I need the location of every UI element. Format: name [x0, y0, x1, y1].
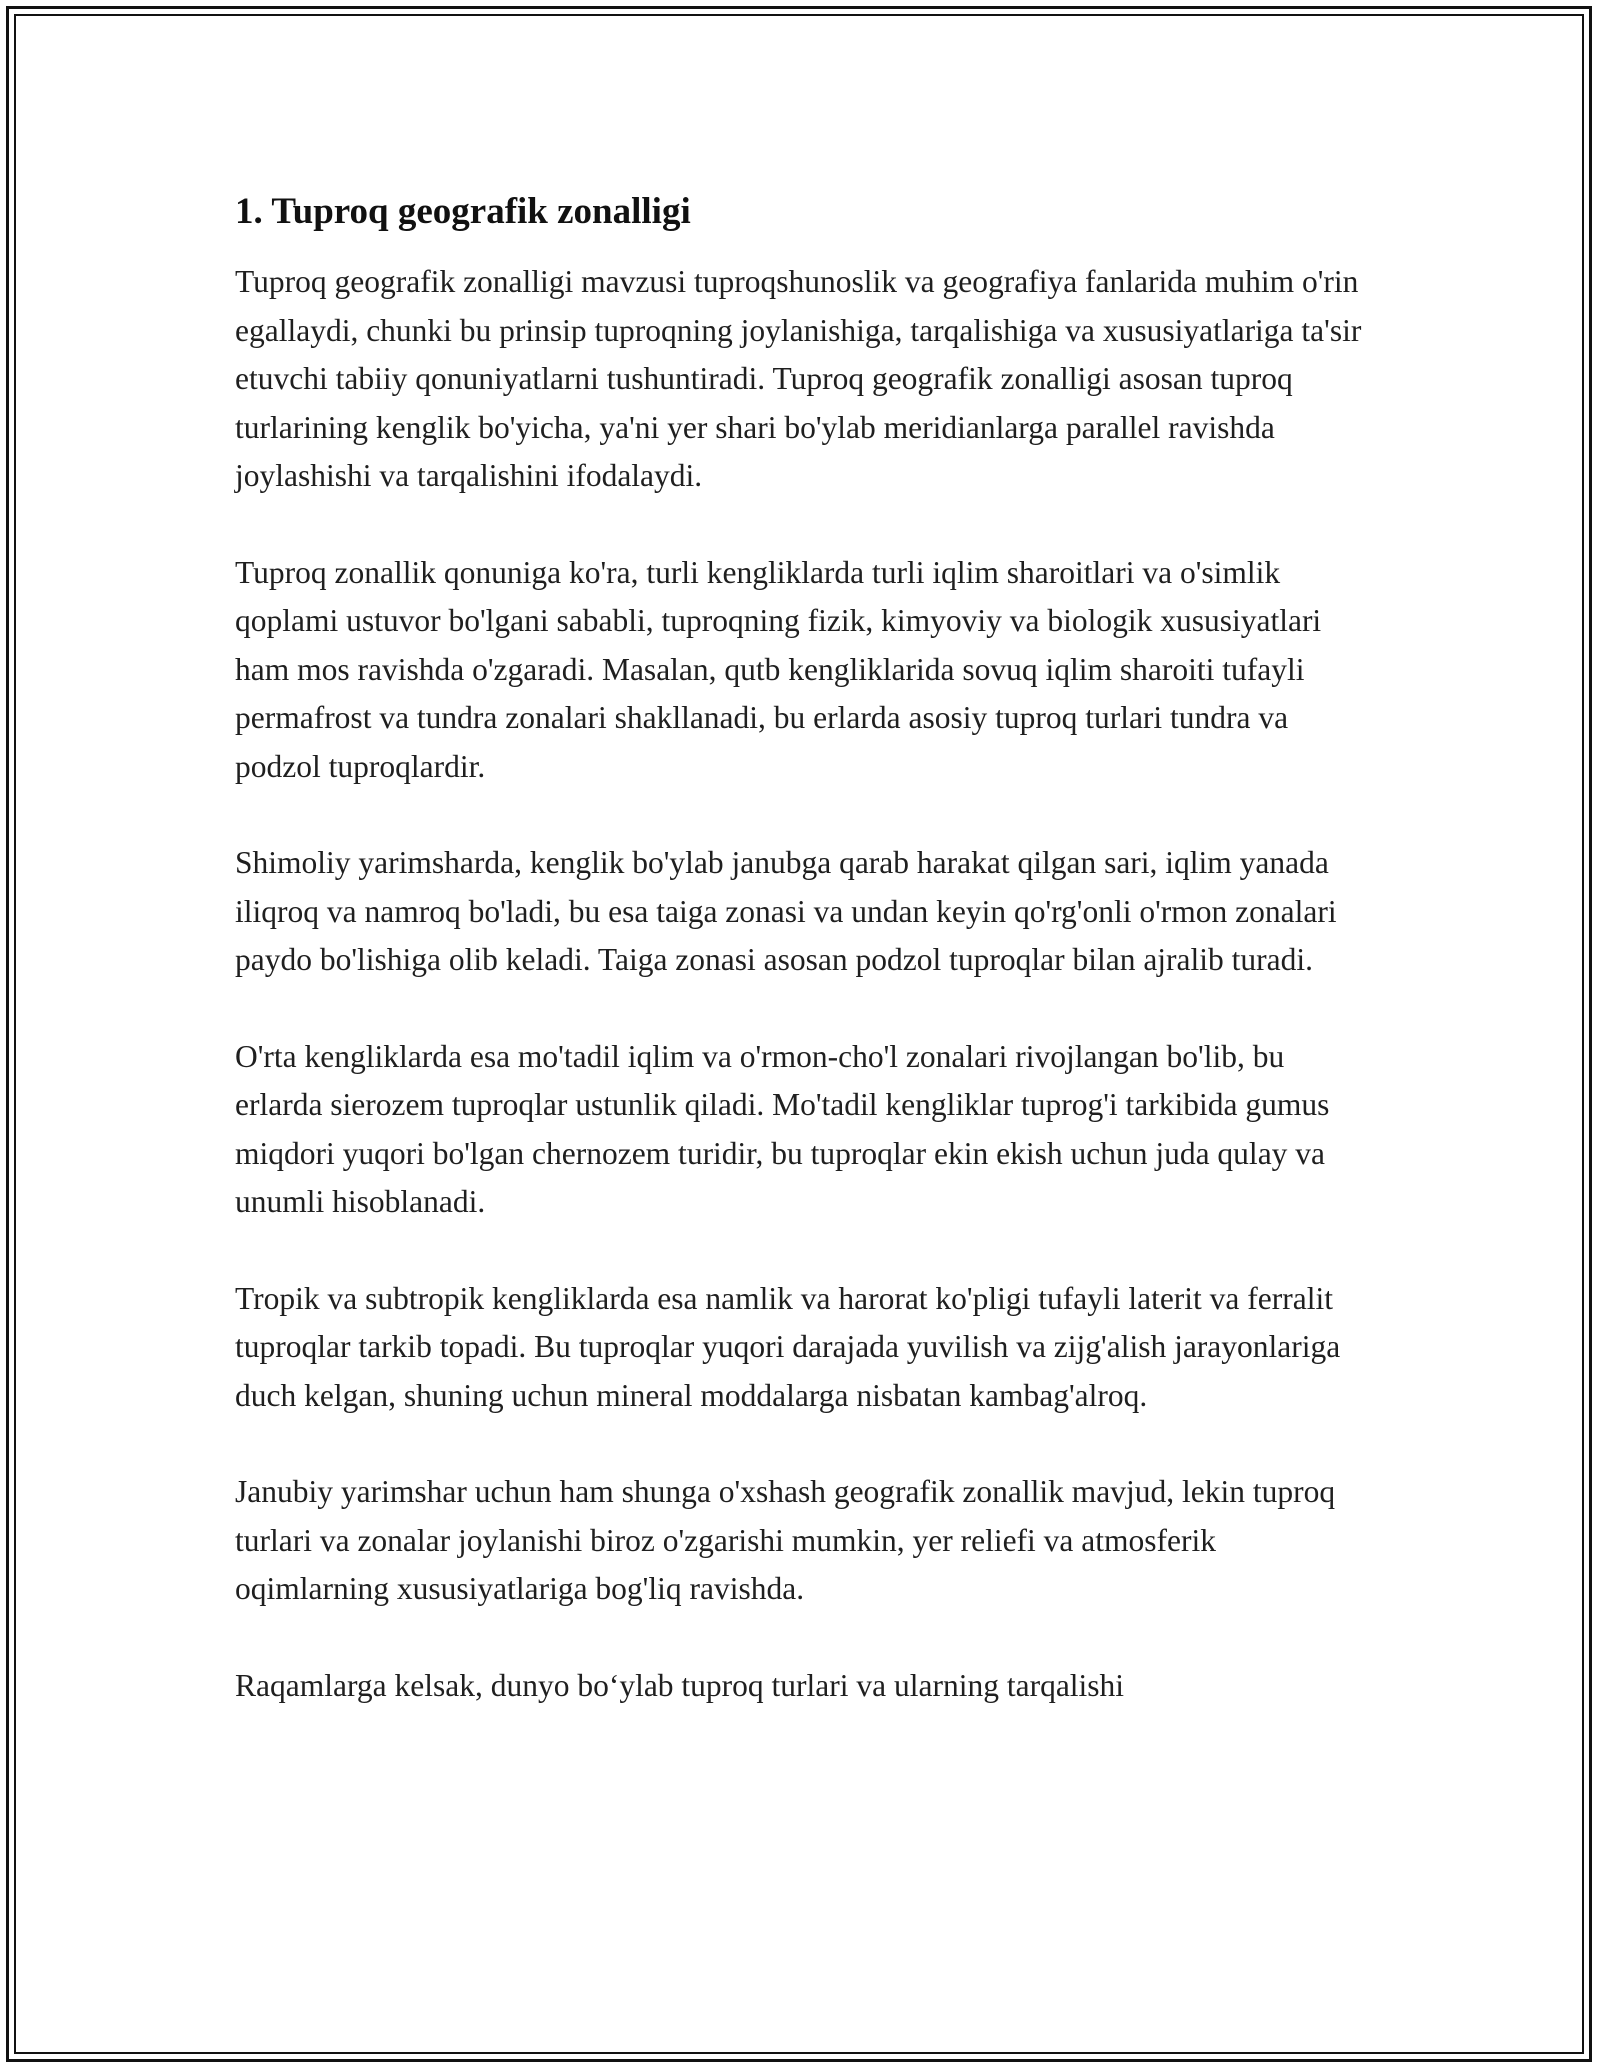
paragraph-1: Tuproq geografik zonalligi mavzusi tuproqshunoslik va geografiya fanlarida muhim o'rin egallaydi, chunki bu prinsip tuproqning joylanishiga, tarqalishiga va xususiyatlariga ta'sir etuvchi tabiiy qonuniyatlarni tushuntiradi. Tuproq geografik zonalligi asosan tuproq turlarining kenglik bo'yicha, ya'ni yer shari bo'ylab meridianlarga parallel ravishda joylashishi va tarqalishini ifodalaydi. [235, 264, 1362, 493]
paragraph-2: Tuproq zonallik qonuniga ko'ra, turli kengliklarda turli iqlim sharoitlari va o'simlik qoplami ustuvor bo'lgani sababli, tuproqning fizik, kimyoviy va biologik xususiyatlari ham mos ravishda o'zgaradi. Masalan, qutb kengliklarida sovuq iqlim sharoiti tufayli permafrost va tundra zonalari shakllanadi, bu erlarda asosiy tuproq turlari tundra va podzol tuproqlardir. [235, 554, 1322, 784]
paragraph-5: Tropik va subtropik kengliklarda esa namlik va harorat ko'pligi tufayli laterit va ferralit tuproqlar tarkib topadi. Bu tuproqlar yuqori darajada yuvilish va zijg'alish jarayonlariga duch kelgan, shuning uchun mineral moddalarga nisbatan kambag'alroq. [235, 1280, 1341, 1413]
paragraph-4: O'rta kengliklarda esa mo'tadil iqlim va o'rmon-cho'l zonalari rivojlangan bo'lib, bu erlarda sierozem tuproqlar ustunlik qiladi. Mo'tadil kengliklar tuprog'i tarkibida gumus miqdori yuqori bo'lgan chernozem turidir, bu tuproqlar ekin ekish uchun juda qulay va unumli hisoblanadi. [235, 1038, 1330, 1219]
paragraph-7: Raqamlarga kelsak, dunyo bo‘ylab tuproq turlari va ularning tarqalishi [235, 1667, 1125, 1703]
section-heading: 1. Tuproq geografik zonalligi [235, 191, 691, 232]
paragraph-3: Shimoliy yarimsharda, kenglik bo'ylab janubga qarab harakat qilgan sari, iqlim yanada iliqroq va namroq bo'ladi, bu esa taiga zonasi va undan keyin qo'rg'onli o'rmon zonalari paydo bo'lishiga olib keladi. Taiga zonasi asosan podzol tuproqlar bilan ajralib turadi. [235, 845, 1337, 977]
document-body [235, 188, 1375, 1758]
paragraph-6: Janubiy yarimshar uchun ham shunga o'xshash geografik zonallik mavjud, lekin tuproq turlari va zonalar joylanishi biroz o'zgarishi mumkin, yer reliefi va atmosferik oqimlarning xususiyatlariga bog'liq ravishda. [235, 1474, 1336, 1606]
